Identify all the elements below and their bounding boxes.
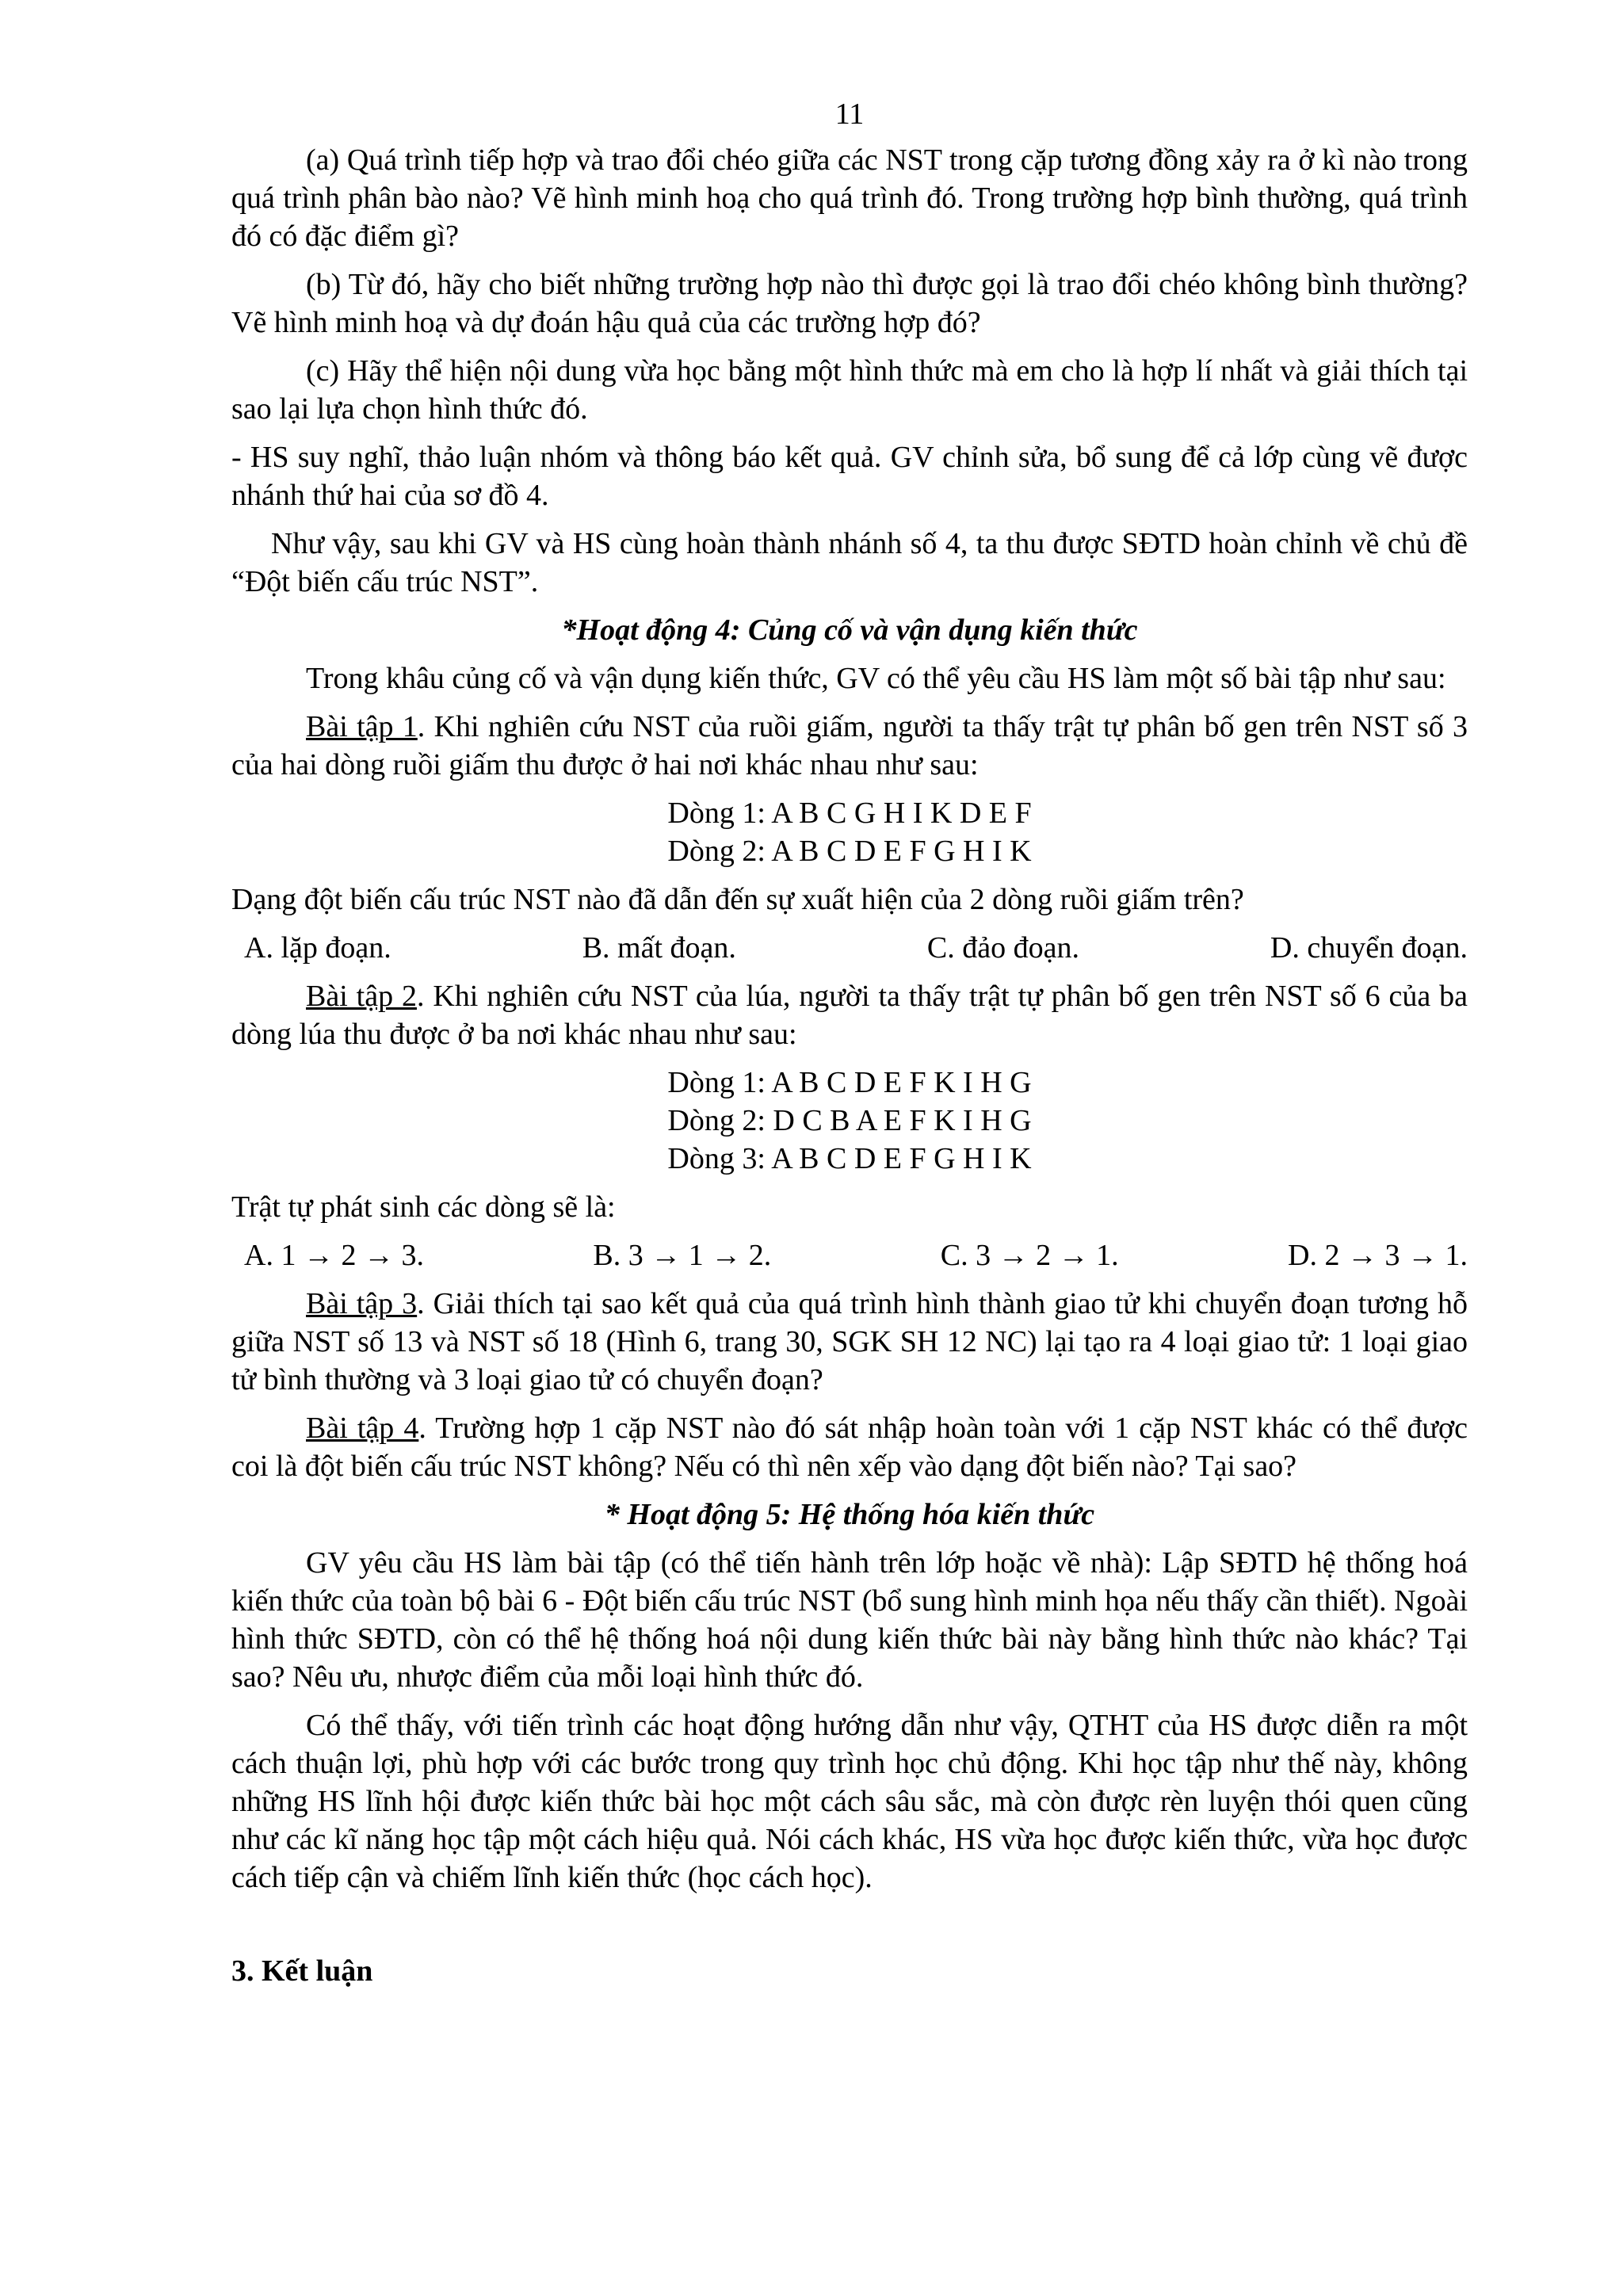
exercise-2-option-b: B. 3 → 1 → 2.	[593, 1239, 772, 1272]
exercise-1-option-b: B. mất đoạn.	[582, 931, 736, 965]
exercise-1-lines	[231, 794, 1468, 870]
exercise-2-line-1: Dòng 1: A B C D E F K I H G	[667, 1066, 1032, 1099]
exercise-2-option-a: A. 1 → 2 → 3.	[244, 1239, 424, 1272]
paragraph-cung-co: Trong khâu củng cố và vận dụng kiến thức, GV có thể yêu cầu HS làm một số bài tập như sau:	[306, 662, 1446, 695]
exercise-2-line-2: Dòng 2: D C B A E F K I H G	[667, 1104, 1032, 1137]
heading-activity-4: *Hoạt động 4: Củng cố và vận dụng kiến thức	[561, 613, 1138, 647]
exercise-2-line-3: Dòng 3: A B C D E F G H I K	[667, 1142, 1032, 1175]
exercise-1-option-d: D. chuyển đoạn.	[1270, 931, 1468, 965]
paragraph-hs: - HS suy nghĩ, thảo luận nhóm và thông báo kết quả. GV chỉnh sửa, bổ sung để cả lớp cùng vẽ được nhánh thứ hai của sơ đồ 4.	[231, 441, 1468, 512]
section-heading-conclusion: 3. Kết luận	[231, 1954, 373, 1988]
exercise-2-option-d: D. 2 → 3 → 1.	[1288, 1239, 1468, 1272]
exercise-2-label: Bài tập 2	[306, 980, 417, 1013]
exercise-1-option-a: A. lặp đoạn.	[244, 931, 391, 965]
paragraph-gv: GV yêu cầu HS làm bài tập (có thể tiến hành trên lớp hoặc về nhà): Lập SĐTD hệ thống hoá kiến thức của toàn bộ bài 6 - Đột biến cấu trúc NST (bổ sung hình minh họa nếu thấy cần thiết). Ngoài hình thức SĐTD, còn có thể hệ thống hoá nội dung kiến thức bài này bằng hình thức nào khác? Tại sao? Nêu ưu, nhược điểm của mỗi loại hình thức đó.	[231, 1546, 1468, 1694]
exercise-2-lines	[231, 1064, 1468, 1178]
exercise-2-text: . Khi nghiên cứu NST của lúa, người ta thấy trật tự phân bố gen trên NST số 6 của ba dòng lúa thu được ở ba nơi khác nhau như sau:	[231, 980, 1468, 1051]
paragraph-co-the: Có thể thấy, với tiến trình các hoạt động hướng dẫn như vậy, QTHT của HS được diễn ra một cách thuận lợi, phù hợp với các bước trong quy trình học chủ động. Khi học tập như thế này, không những HS lĩnh hội được kiến thức bài học một cách sâu sắc, mà còn được rèn luyện thói quen cũng như các kĩ năng học tập một cách hiệu quả. Nói cách khác, HS vừa học được kiến thức, vừa học được cách tiếp cận và chiếm lĩnh kiến thức (học cách học).	[231, 1709, 1468, 1894]
paragraph-b: (b) Từ đó, hãy cho biết những trường hợp nào thì được gọi là trao đổi chéo không bình thường? Vẽ hình minh hoạ và dự đoán hậu quả của các trường hợp đó?	[231, 268, 1468, 339]
paragraph-c: (c) Hãy thể hiện nội dung vừa học bằng một hình thức mà em cho là hợp lí nhất và giải thích tại sao lại lựa chọn hình thức đó.	[231, 354, 1468, 426]
exercise-1	[231, 708, 1468, 784]
paragraph-a: (a) Quá trình tiếp hợp và trao đổi chéo giữa các NST trong cặp tương đồng xảy ra ở kì nào trong quá trình phân bào nào? Vẽ hình minh hoạ cho quá trình đó. Trong trường hợp bình thường, quá trình đó có đặc điểm gì?	[231, 143, 1468, 253]
exercise-1-label: Bài tập 1	[306, 710, 418, 743]
heading-activity-5: * Hoạt động 5: Hệ thống hóa kiến thức	[604, 1498, 1095, 1531]
exercise-4	[231, 1409, 1468, 1485]
exercise-2-option-c: C. 3 → 2 → 1.	[940, 1239, 1119, 1272]
exercise-2-question: Trật tự phát sinh các dòng sẽ là:	[231, 1190, 616, 1224]
exercise-4-label: Bài tập 4	[306, 1412, 419, 1445]
exercise-1-question: Dạng đột biến cấu trúc NST nào đã dẫn đến sự xuất hiện của 2 dòng ruồi giấm trên?	[231, 883, 1244, 916]
exercise-4-text: . Trường hợp 1 cặp NST nào đó sát nhập hoàn toàn với 1 cặp NST khác có thể được coi là đột biến cấu trúc NST không? Nếu có thì nên xếp vào dạng đột biến nào? Tại sao?	[231, 1412, 1468, 1483]
exercise-1-line-2: Dòng 2: A B C D E F G H I K	[667, 835, 1032, 868]
exercise-3	[231, 1285, 1468, 1399]
exercise-1-option-c: C. đảo đoạn.	[926, 931, 1079, 965]
exercise-1-text: . Khi nghiên cứu NST của ruồi giấm, người ta thấy trật tự phân bố gen trên NST số 3 của hai dòng ruồi giấm thu được ở hai nơi khác nhau như sau:	[231, 710, 1468, 781]
exercise-1-options	[231, 929, 1468, 967]
paragraph-nhu-vay: Như vậy, sau khi GV và HS cùng hoàn thành nhánh số 4, ta thu được SĐTD hoàn chỉnh về chủ đề “Đột biến cấu trúc NST”.	[231, 527, 1468, 598]
exercise-3-label: Bài tập 3	[306, 1287, 418, 1320]
exercise-3-text: . Giải thích tại sao kết quả của quá trình hình thành giao tử khi chuyển đoạn tương hỗ giữa NST số 13 và NST số 18 (Hình 6, trang 30, SGK SH 12 NC) lại tạo ra 4 loại giao tử: 1 loại giao tử bình thường và 3 loại giao tử có chuyển đoạn?	[231, 1287, 1468, 1396]
document-page	[231, 95, 1468, 2000]
exercise-2-options	[231, 1236, 1468, 1274]
exercise-2	[231, 977, 1468, 1053]
exercise-1-line-1: Dòng 1: A B C G H I K D E F	[667, 797, 1032, 830]
page-number: 11	[834, 97, 865, 131]
